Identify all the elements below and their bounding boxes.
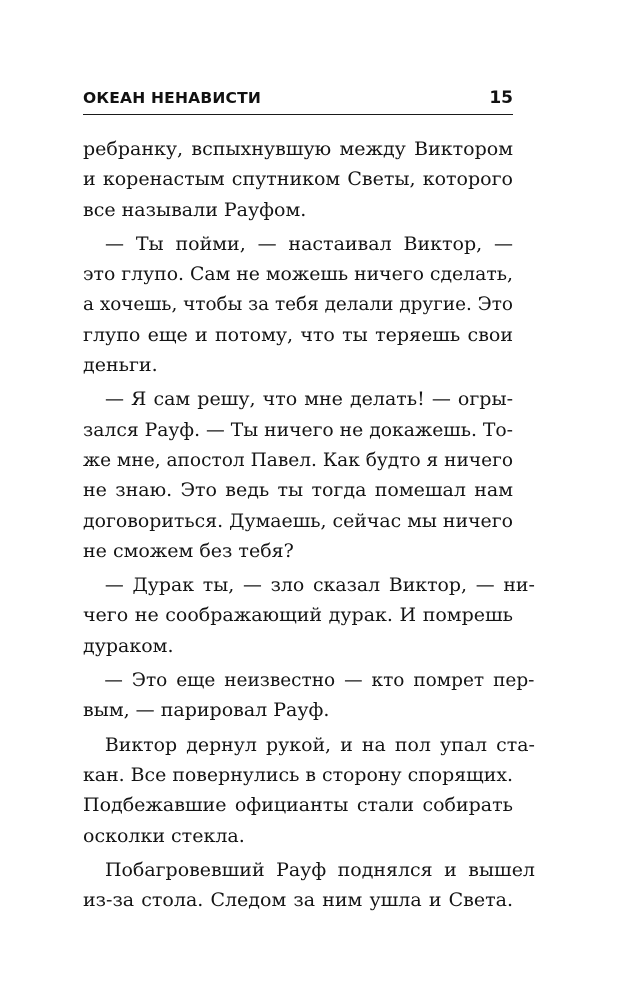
text-line: Подбежавшие официанты стали собирать bbox=[83, 794, 513, 817]
text-line: все называли Рауфом. bbox=[83, 198, 307, 221]
book-title: ОКЕАН НЕНАВИСТИ bbox=[83, 89, 262, 107]
text-line: зался Рауф. — Ты ничего не докажешь. То- bbox=[83, 418, 513, 441]
paragraph bbox=[83, 855, 535, 916]
text-line: Побагровевший Рауф поднялся и вышел bbox=[104, 858, 535, 881]
page-number: 15 bbox=[489, 88, 513, 108]
text-line: это глупо. Сам не можешь ничего сделать, bbox=[83, 263, 513, 286]
text-line: из-за стола. Следом за ним ушла и Света. bbox=[83, 889, 513, 912]
paragraph bbox=[83, 229, 513, 380]
text-line: не сможем без тебя? bbox=[83, 539, 294, 562]
text-line: дураком. bbox=[83, 634, 174, 657]
paragraph bbox=[83, 134, 513, 225]
paragraph bbox=[83, 570, 535, 661]
running-head bbox=[83, 88, 513, 114]
text-line: — Ты пойми, — настаивал Виктор, — bbox=[105, 232, 513, 255]
text-line: — Дурак ты, — зло сказал Виктор, — ни- bbox=[104, 574, 535, 597]
text-line: — Это еще неизвестно — кто помрет пер- bbox=[104, 669, 535, 692]
text-line: чего не соображающий дурак. И помрешь bbox=[83, 604, 513, 627]
text-line: же мне, апостол Павел. Как будто я ничего bbox=[83, 448, 513, 471]
text-line: не знаю. Это ведь ты тогда помешал нам bbox=[83, 479, 513, 502]
header-rule bbox=[83, 114, 513, 115]
text-line: договориться. Думаешь, сейчас мы ничего bbox=[83, 509, 513, 532]
text-line: осколки стекла. bbox=[83, 824, 245, 847]
text-line: и коренастым спутником Светы, которого bbox=[83, 168, 513, 191]
text-line: кан. Все повернулись в сторону спорящих. bbox=[83, 763, 513, 786]
text-line: вым, — парировал Рауф. bbox=[83, 699, 330, 722]
paragraph bbox=[83, 384, 513, 566]
text-line: — Я сам решу, что мне делать! — огры- bbox=[105, 388, 513, 411]
text-line: Виктор дернул рукой, и на пол упал ста- bbox=[104, 733, 535, 756]
text-line: глупо еще и потому, что ты теряешь свои bbox=[83, 323, 513, 346]
text-line: а хочешь, чтобы за тебя делали другие. Это bbox=[83, 293, 513, 316]
paragraph bbox=[83, 730, 535, 851]
text-line: ребранку, вспыхнувшую между Виктором bbox=[83, 138, 513, 160]
body-text bbox=[83, 134, 535, 915]
text-line: деньги. bbox=[83, 354, 158, 377]
paragraph bbox=[83, 665, 535, 726]
